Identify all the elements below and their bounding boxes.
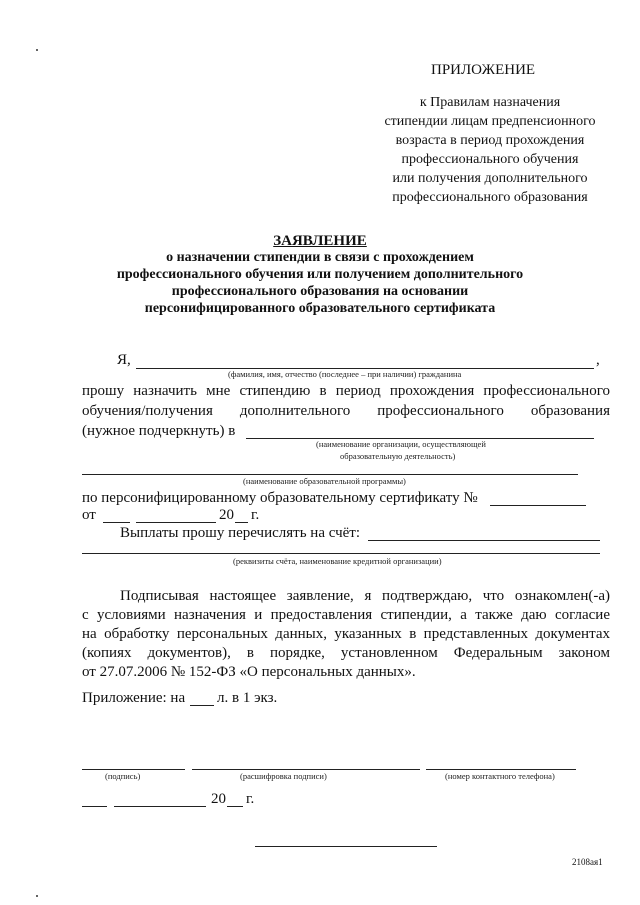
request-line-1: прошу назначить мне стипендию в период прохождения профессионального [82, 383, 610, 399]
org-caption-2: образовательную деятельность) [340, 451, 456, 461]
phone-field[interactable] [426, 769, 576, 770]
signature-decode-field[interactable] [192, 769, 420, 770]
payment-label: Выплаты прошу перечислять на счёт: [120, 525, 361, 541]
appendix-line: стипендии лицам предпенсионного [384, 114, 596, 129]
i-label: Я, [117, 352, 131, 368]
scan-speck [36, 49, 38, 51]
account-field[interactable] [368, 540, 600, 541]
date-month-field[interactable] [136, 522, 216, 523]
sign-month-field[interactable] [114, 806, 206, 807]
scan-speck [36, 895, 38, 897]
bottom-separator [255, 846, 437, 847]
consent-line-1: Подписывая настоящее заявление, я подтверждаю, что ознакомлен(-а) [120, 588, 610, 604]
appendix-line: профессионального обучения [401, 152, 579, 167]
sign-year-field[interactable] [227, 806, 243, 807]
certificate-label: по персонифицированному образовательному сертификату № [82, 490, 478, 506]
bank-details-field[interactable] [82, 553, 600, 554]
attachment-prefix: Приложение: на [82, 690, 186, 706]
appendix-line: возраста в период прохождения [395, 133, 585, 148]
request-line-3: (нужное подчеркнуть) в [82, 423, 236, 439]
appendix-line: к Правилам назначения [419, 95, 561, 110]
appendix-line: или получения дополнительного [392, 171, 588, 186]
date-year-prefix: 20 [219, 507, 234, 523]
attachment-pages-field[interactable] [190, 705, 214, 706]
heading-line: профессионального образования на основании [171, 284, 469, 299]
consent-line-4: (копиях документов), в порядке, установленном Федеральным законом [82, 645, 610, 661]
date-year-suffix: г. [251, 507, 260, 523]
attachment-suffix: л. в 1 экз. [217, 690, 278, 706]
date-day-field[interactable] [103, 522, 130, 523]
comma: , [596, 352, 600, 368]
certificate-number-field[interactable] [490, 505, 586, 506]
signature-decode-caption: (расшифровка подписи) [240, 771, 327, 781]
heading-line: о назначении стипендии в связи с прохождением [166, 250, 474, 265]
appendix-title: ПРИЛОЖЕНИЕ [431, 62, 536, 78]
consent-line-3: на обработку персональных данных, указанных в представленных документах [82, 626, 610, 642]
sign-year-prefix: 20 [211, 791, 226, 807]
program-caption: (наименование образовательной программы) [243, 476, 406, 486]
consent-line-5: от 27.07.2006 № 152-ФЗ «О персональных данных». [82, 664, 416, 680]
date-from-prefix: от [82, 507, 96, 523]
sign-day-field[interactable] [82, 806, 107, 807]
sign-year-suffix: г. [246, 791, 255, 807]
signature-field[interactable] [82, 769, 185, 770]
name-caption: (фамилия, имя, отчество (последнее – при наличии) гражданина [228, 369, 462, 379]
bank-caption: (реквизиты счёта, наименование кредитной организации) [233, 556, 442, 566]
consent-line-2: с условиями назначения и предоставления стипендии, а также даю согласие [82, 607, 610, 623]
program-field[interactable] [82, 474, 578, 475]
document-title: ЗАЯВЛЕНИЕ [273, 233, 367, 249]
signature-caption: (подпись) [105, 771, 141, 781]
phone-caption: (номер контактного телефона) [445, 771, 555, 781]
date-year-field[interactable] [235, 522, 248, 523]
org-caption-1: (наименование организации, осуществляющей [316, 439, 486, 449]
request-line-2: обучения/получения дополнительного профессионального образования [82, 403, 610, 419]
document-code: 2108ая1 [572, 857, 603, 867]
heading-line: персонифицированного образовательного сертификата [144, 301, 496, 316]
heading-line: профессионального обучения или получением дополнительного [116, 267, 524, 282]
appendix-line: профессионального образования [392, 190, 588, 205]
